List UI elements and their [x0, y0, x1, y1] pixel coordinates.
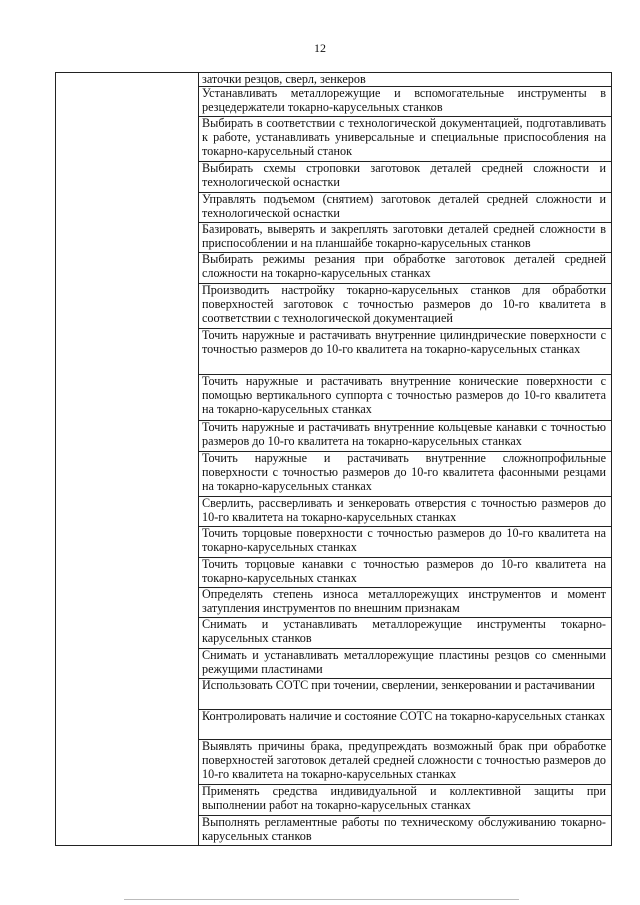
table-row: Точить наружные и растачивать внутренние конические поверхности с помощью вертикального суппорта с точностью размеров до 10-го квалитета на токарно-карусельных станках: [199, 375, 611, 421]
scan-edge-line: [124, 899, 519, 900]
table-row: Применять средства индивидуальной и коллективной защиты при выполнении работ на токарно-карусельных станках: [199, 785, 611, 816]
table-right-column: [199, 73, 611, 845]
table-row: Использовать СОТС при точении, сверлении, зенкеровании и растачивании: [199, 679, 611, 710]
table-row: Выявлять причины брака, предупреждать возможный брак при обработке поверхностей заготовок деталей средней сложности с точностью размеров до 10-го квалитета на токарно-карусельных станках: [199, 740, 611, 785]
table-row: Точить торцовые поверхности с точностью размеров до 10-го квалитета на токарно-карусельных станках: [199, 527, 611, 558]
table-left-column: [56, 73, 199, 845]
table-row: Точить наружные и растачивать внутренние сложнопрофильные поверхности с точностью размеров до 10-го квалитета фасонными резцами на токарно-карусельных станках: [199, 452, 611, 497]
table-row: Точить наружные и растачивать внутренние цилиндрические поверхности с точностью размеров до 10-го квалитета на токарно-карусельных станках: [199, 329, 611, 375]
table-row: Базировать, выверять и закреплять заготовки деталей средней сложности в приспособлении и на планшайбе токарно-карусельных станков: [199, 223, 611, 253]
page-number: 12: [314, 41, 326, 55]
table-row: заточки резцов, сверл, зенкеров: [199, 73, 611, 87]
table-row: Выбирать схемы строповки заготовок деталей средней сложности и технологической оснастки: [199, 162, 611, 193]
table-row: Выбирать режимы резания при обработке заготовок деталей средней сложности на токарно-карусельных станках: [199, 253, 611, 284]
table-row: Выбирать в соответствии с технологической документацией, подготавливать к работе, устанавливать универсальные и специальные приспособления на токарно-карусельный станок: [199, 117, 611, 162]
table-row: Устанавливать металлорежущие и вспомогательные инструменты в резцедержатели токарно-карусельных станков: [199, 87, 611, 117]
table-row: Определять степень износа металлорежущих инструментов и момент затупления инструментов по внешним признакам: [199, 588, 611, 618]
table-row: Выполнять регламентные работы по техническому обслуживанию токарно-карусельных станков: [202, 816, 606, 843]
table-row: Контролировать наличие и состояние СОТС на токарно-карусельных станках: [199, 710, 611, 740]
table-row: Точить наружные и растачивать внутренние кольцевые канавки с точностью размеров до 10-го квалитета на токарно-карусельных станках: [199, 421, 611, 452]
skills-table: [55, 72, 612, 846]
table-row: Точить торцовые канавки с точностью размеров до 10-го квалитета на токарно-карусельных станках: [199, 558, 611, 588]
table-row: Сверлить, рассверливать и зенкеровать отверстия с точностью размеров до 10-го квалитета на токарно-карусельных станках: [199, 497, 611, 527]
table-row: Снимать и устанавливать металлорежущие пластины резцов со сменными режущими пластинами: [199, 649, 611, 679]
table-row: Снимать и устанавливать металлорежущие инструменты токарно-карусельных станков: [199, 618, 611, 649]
table-row: Производить настройку токарно-карусельных станков для обработки поверхностей заготовок с точностью размеров до 10-го квалитета в соответствии с технологической документацией: [199, 284, 611, 329]
table-row: Управлять подъемом (снятием) заготовок деталей средней сложности и технологической оснастки: [199, 193, 611, 223]
